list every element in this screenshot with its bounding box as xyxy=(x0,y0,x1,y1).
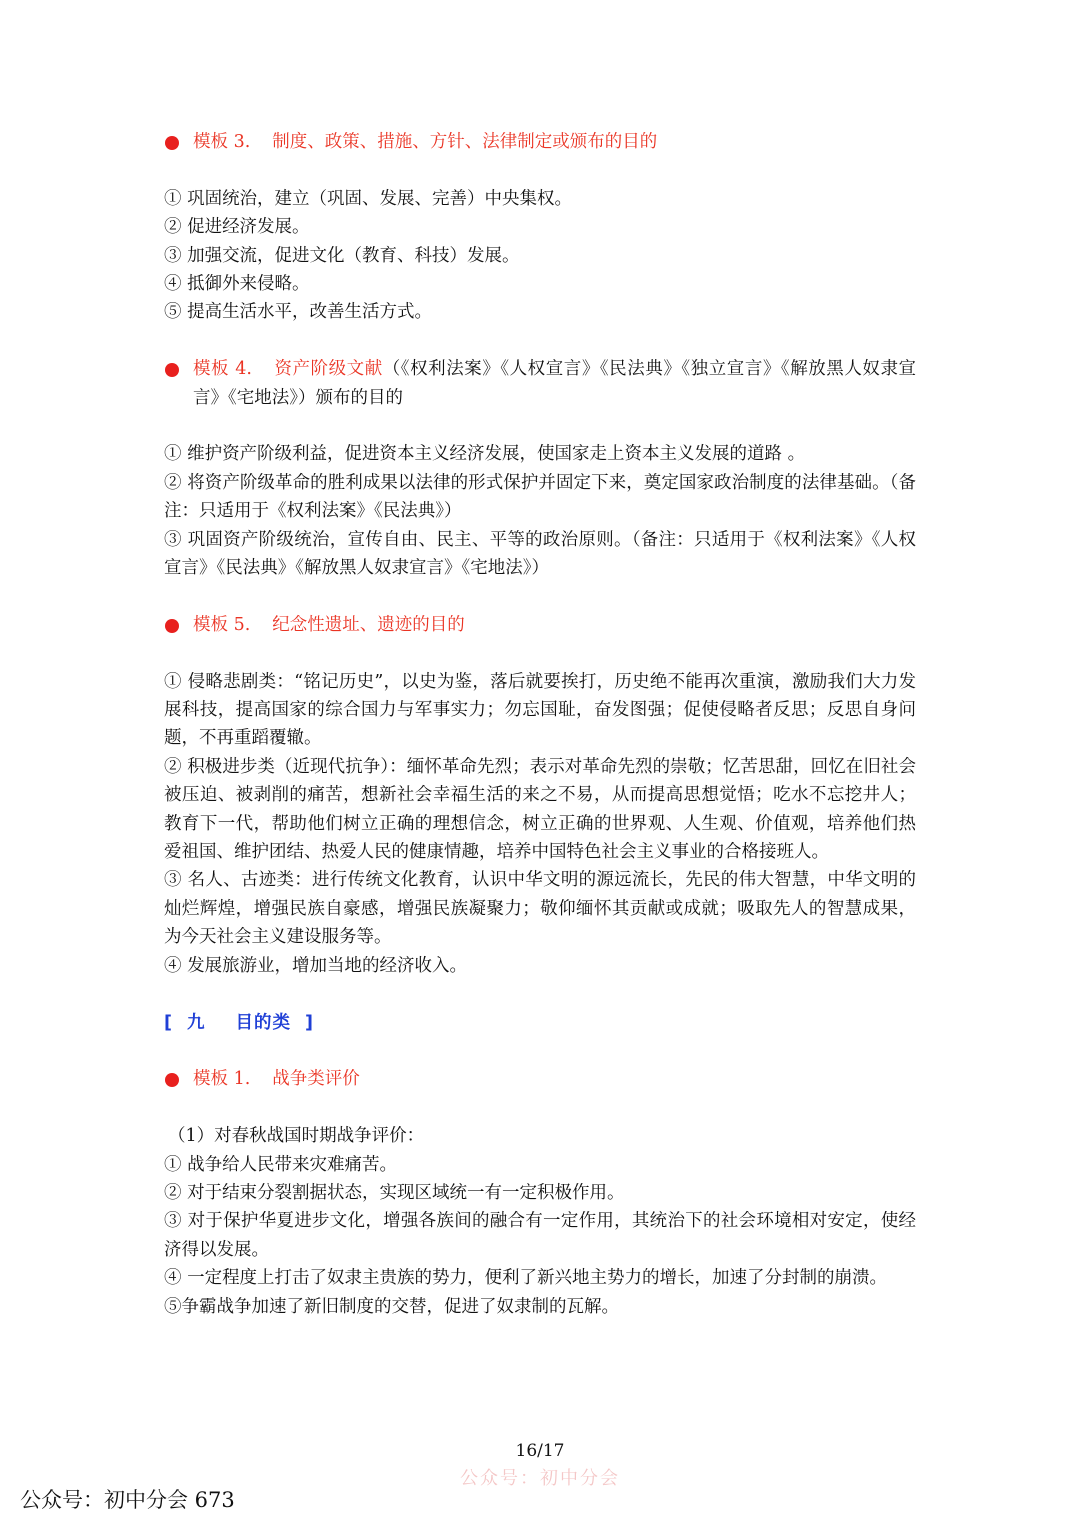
template-5-title: 纪念性遗址、遗迹的目的 xyxy=(272,614,465,635)
template-4-title-rest: （《权利法案》《人权宣言》《民法典》《独立宣言》《解放黑人奴隶宣言》《宅地法》）颁布的目的 xyxy=(193,359,916,408)
list-item: ② 对于结束分裂割据状态，实现区域统一有一定积极作用。 xyxy=(164,1182,625,1203)
red-bullet-icon xyxy=(165,1073,179,1087)
list-item: ⑤ 提高生活水平，改善生活方式。 xyxy=(164,302,433,323)
template-1-heading xyxy=(164,1065,916,1093)
list-item: ① 维护资产阶级利益，促进资本主义经济发展，使国家走上资本主义发展的道路 。 xyxy=(164,444,806,465)
template-5-heading xyxy=(164,611,916,639)
list-item: ② 促进经济发展。 xyxy=(164,217,310,238)
list-item: ① 巩固统治，建立（巩固、发展、完善）中央集权。 xyxy=(164,188,573,209)
red-bullet-icon xyxy=(165,136,179,150)
red-bullet-icon xyxy=(165,619,179,633)
template-4-heading xyxy=(164,355,916,412)
template-5-number: 模板 5. xyxy=(193,614,251,635)
list-item: ④ 发展旅游业，增加当地的经济收入。 xyxy=(164,955,468,976)
red-bullet-icon xyxy=(165,363,179,377)
list-item: ④ 抵御外来侵略。 xyxy=(164,274,310,295)
template-1-number: 模板 1. xyxy=(193,1069,251,1090)
list-item: ② 将资产阶级革命的胜利成果以法律的形式保护并固定下来，奠定国家政治制度的法律基础。（备注：只适用于《权利法案》《民法典》） xyxy=(164,472,916,522)
list-item: ① 战争给人民带来灾难痛苦。 xyxy=(164,1154,398,1175)
template-4-number: 模板 4. xyxy=(193,359,252,380)
template-1-title: 战争类评价 xyxy=(272,1069,360,1090)
template-3-number: 模板 3. xyxy=(193,132,251,152)
template-3-title: 制度、政策、措施、方针、法律制定或颁布的目的 xyxy=(272,132,658,152)
section-heading xyxy=(164,1009,916,1037)
section-title: 目的类 xyxy=(235,1012,291,1033)
watermark-text: 公众号：初中分会 xyxy=(460,1468,620,1489)
template-4-title: 资产阶级文献 xyxy=(273,359,383,380)
list-item: ③ 加强交流，促进文化（教育、科技）发展。 xyxy=(164,245,520,266)
list-item: ③ 巩固资产阶级统治，宣传自由、民主、平等的政治原则。（备注：只适用于《权利法案》《人权宣言》《民法典》《解放黑人奴隶宣言》《宅地法》） xyxy=(164,529,916,579)
bracket-open: [ xyxy=(164,1012,173,1033)
page-number: 16/17 xyxy=(515,1441,565,1461)
list-item: ⑤争霸战争加速了新旧制度的交替，促进了奴隶制的瓦解。 xyxy=(164,1296,619,1317)
account-mark: 公众号：初中分会 673 xyxy=(20,1488,235,1512)
list-item: ③ 对于保护华夏进步文化，增强各族间的融合有一定作用，其统治下的社会环境相对安定，使经济得以发展。 xyxy=(164,1211,916,1260)
list-item: ③ 名人、古迹类：进行传统文化教育，认识中华文明的源远流长，先民的伟大智慧，中华文明的灿烂辉煌，增强民族自豪感，增强民族凝聚力；敬仰缅怀其贡献或成就；吸取先人的智慧成果，为今天社会主义建设服务等。 xyxy=(164,870,916,948)
page-content xyxy=(164,128,916,1321)
bracket-close: ] xyxy=(305,1012,314,1033)
subheading: （1）对春秋战国时期战争评价： xyxy=(168,1126,425,1147)
section-number: 九 xyxy=(187,1012,206,1033)
list-item: ① 侵略悲剧类：“铭记历史”，以史为鉴，落后就要挨打，历史绝不能再次重演，激励我们大力发展科技，提高国家的综合国力与军事实力；勿忘国耻，奋发图强；促使侵略者反思；反思自身问题，不再重蹈覆辙。 xyxy=(164,671,916,749)
template-3-heading xyxy=(164,128,916,156)
list-item: ④ 一定程度上打击了奴隶主贵族的势力，便利了新兴地主势力的增长，加速了分封制的崩溃。 xyxy=(164,1268,888,1289)
list-item: ② 积极进步类（近现代抗争）：缅怀革命先烈；表示对革命先烈的崇敬；忆苦思甜，回忆在旧社会被压迫、被剥削的痛苦，想新社会幸福生活的来之不易，从而提高思想觉悟；吃水不忘挖井人；教育下一代，帮助他们树立正确的理想信念，树立正确的世界观、人生观、价值观，培养他们热爱祖国、维护团结、热爱人民的健康情趣，培养中国特色社会主义事业的合格接班人。 xyxy=(164,756,916,863)
